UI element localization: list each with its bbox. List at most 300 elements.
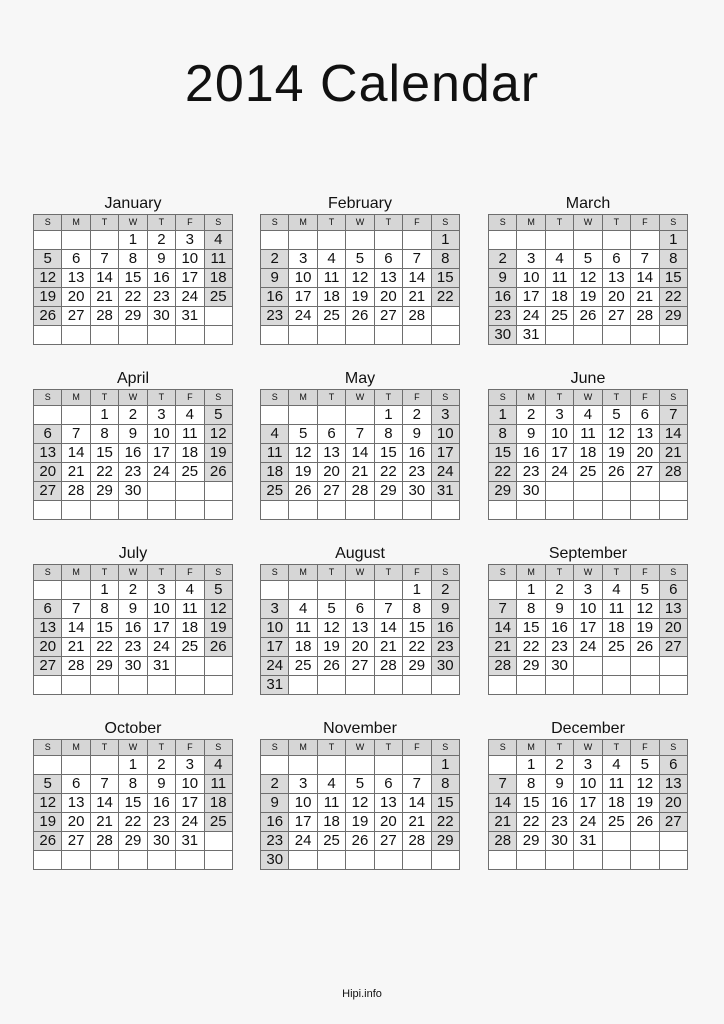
day-cell: 10 xyxy=(545,425,573,444)
day-cell: 28 xyxy=(489,657,517,676)
day-cell: 25 xyxy=(545,307,573,326)
empty-cell xyxy=(403,501,431,520)
day-cell: 11 xyxy=(176,425,204,444)
month-table xyxy=(33,739,233,870)
day-cell: 1 xyxy=(431,756,459,775)
day-cell: 17 xyxy=(147,444,175,463)
week-row xyxy=(34,501,233,520)
day-cell: 22 xyxy=(119,288,147,307)
week-row xyxy=(261,638,460,657)
empty-cell xyxy=(374,231,402,250)
weekday-header-row xyxy=(489,740,688,756)
day-cell: 9 xyxy=(119,425,147,444)
day-cell: 28 xyxy=(62,657,90,676)
day-cell: 26 xyxy=(346,307,374,326)
day-cell: 8 xyxy=(489,425,517,444)
weekday-header: T xyxy=(545,215,573,231)
day-cell: 9 xyxy=(517,425,545,444)
day-cell: 16 xyxy=(517,444,545,463)
day-cell: 13 xyxy=(62,794,90,813)
day-cell: 18 xyxy=(176,619,204,638)
day-cell: 19 xyxy=(204,619,232,638)
day-cell: 12 xyxy=(602,425,630,444)
empty-cell xyxy=(659,501,687,520)
day-cell: 29 xyxy=(489,482,517,501)
empty-cell xyxy=(374,581,402,600)
day-cell: 15 xyxy=(431,269,459,288)
day-cell: 12 xyxy=(34,794,62,813)
day-cell: 4 xyxy=(176,581,204,600)
day-cell: 23 xyxy=(403,463,431,482)
day-cell: 2 xyxy=(261,775,289,794)
month-august xyxy=(260,545,460,695)
month-name: October xyxy=(104,720,162,737)
day-cell: 25 xyxy=(261,482,289,501)
weekday-header: M xyxy=(517,390,545,406)
empty-cell xyxy=(289,851,317,870)
day-cell: 17 xyxy=(176,269,204,288)
weekday-header: T xyxy=(602,740,630,756)
day-cell: 6 xyxy=(659,756,687,775)
month-march xyxy=(488,195,688,345)
day-cell: 16 xyxy=(431,619,459,638)
day-cell: 25 xyxy=(176,638,204,657)
day-cell: 23 xyxy=(261,307,289,326)
weekday-header: S xyxy=(261,565,289,581)
day-cell: 26 xyxy=(631,813,659,832)
day-cell: 27 xyxy=(374,832,402,851)
empty-cell xyxy=(403,676,431,695)
day-cell: 27 xyxy=(62,307,90,326)
empty-cell xyxy=(62,231,90,250)
day-cell: 26 xyxy=(317,657,345,676)
day-cell: 4 xyxy=(317,250,345,269)
weekday-header: S xyxy=(261,390,289,406)
day-cell: 22 xyxy=(431,813,459,832)
day-cell: 8 xyxy=(90,425,118,444)
week-row xyxy=(261,775,460,794)
empty-cell xyxy=(574,326,602,345)
empty-cell xyxy=(119,326,147,345)
month-january xyxy=(33,195,233,345)
empty-cell xyxy=(261,326,289,345)
day-cell: 24 xyxy=(261,657,289,676)
day-cell: 15 xyxy=(431,794,459,813)
weekday-header: W xyxy=(574,215,602,231)
weekday-header: T xyxy=(545,740,573,756)
empty-cell xyxy=(147,326,175,345)
empty-cell xyxy=(317,676,345,695)
day-cell: 9 xyxy=(431,600,459,619)
week-row xyxy=(489,676,688,695)
weekday-header: T xyxy=(147,565,175,581)
day-cell: 10 xyxy=(147,425,175,444)
week-row xyxy=(261,231,460,250)
weekday-header: T xyxy=(90,390,118,406)
weekday-header: T xyxy=(545,565,573,581)
empty-cell xyxy=(631,326,659,345)
day-cell: 14 xyxy=(489,794,517,813)
weekday-header: S xyxy=(204,565,232,581)
week-row xyxy=(34,269,233,288)
day-cell: 20 xyxy=(374,288,402,307)
day-cell: 10 xyxy=(176,250,204,269)
day-cell: 7 xyxy=(659,406,687,425)
day-cell: 17 xyxy=(517,288,545,307)
weekday-header: W xyxy=(574,565,602,581)
week-row xyxy=(34,463,233,482)
day-cell: 10 xyxy=(147,600,175,619)
day-cell: 10 xyxy=(431,425,459,444)
day-cell: 22 xyxy=(517,638,545,657)
empty-cell xyxy=(517,676,545,695)
weekday-header-row xyxy=(34,565,233,581)
day-cell: 1 xyxy=(119,756,147,775)
day-cell: 26 xyxy=(34,832,62,851)
day-cell: 6 xyxy=(659,581,687,600)
day-cell: 8 xyxy=(431,250,459,269)
day-cell: 20 xyxy=(346,638,374,657)
footer-credit: Hipi.info xyxy=(342,988,382,1000)
day-cell: 5 xyxy=(602,406,630,425)
week-row xyxy=(489,657,688,676)
day-cell: 30 xyxy=(119,482,147,501)
empty-cell xyxy=(545,231,573,250)
day-cell: 4 xyxy=(204,756,232,775)
weekday-header: F xyxy=(631,740,659,756)
empty-cell xyxy=(659,326,687,345)
week-row xyxy=(34,581,233,600)
day-cell: 8 xyxy=(119,250,147,269)
empty-cell xyxy=(176,657,204,676)
week-row xyxy=(261,619,460,638)
empty-cell xyxy=(545,501,573,520)
day-cell: 1 xyxy=(659,231,687,250)
week-row xyxy=(489,444,688,463)
day-cell: 16 xyxy=(119,444,147,463)
weekday-header-row xyxy=(261,740,460,756)
day-cell: 16 xyxy=(545,794,573,813)
day-cell: 13 xyxy=(34,619,62,638)
weekday-header: S xyxy=(489,565,517,581)
empty-cell xyxy=(261,501,289,520)
empty-cell xyxy=(517,231,545,250)
week-row xyxy=(489,269,688,288)
day-cell: 12 xyxy=(34,269,62,288)
day-cell: 24 xyxy=(289,307,317,326)
day-cell: 11 xyxy=(261,444,289,463)
day-cell: 21 xyxy=(62,463,90,482)
empty-cell xyxy=(62,326,90,345)
month-table xyxy=(33,214,233,345)
week-row xyxy=(261,425,460,444)
day-cell: 21 xyxy=(659,444,687,463)
day-cell: 22 xyxy=(489,463,517,482)
day-cell: 3 xyxy=(289,775,317,794)
weekday-header-row xyxy=(34,215,233,231)
day-cell: 30 xyxy=(489,326,517,345)
day-cell: 17 xyxy=(261,638,289,657)
day-cell: 13 xyxy=(374,794,402,813)
empty-cell xyxy=(34,501,62,520)
week-row xyxy=(489,832,688,851)
day-cell: 19 xyxy=(631,794,659,813)
week-row xyxy=(34,851,233,870)
day-cell: 7 xyxy=(489,600,517,619)
day-cell: 11 xyxy=(204,775,232,794)
day-cell: 19 xyxy=(631,619,659,638)
day-cell: 14 xyxy=(403,794,431,813)
month-name: September xyxy=(548,545,628,562)
day-cell: 30 xyxy=(517,482,545,501)
weekday-header: W xyxy=(346,740,374,756)
weekday-header-row xyxy=(34,740,233,756)
day-cell: 18 xyxy=(176,444,204,463)
day-cell: 3 xyxy=(545,406,573,425)
empty-cell xyxy=(574,676,602,695)
weekday-header: F xyxy=(631,390,659,406)
day-cell: 6 xyxy=(602,250,630,269)
day-cell: 16 xyxy=(261,288,289,307)
day-cell: 26 xyxy=(346,832,374,851)
weekday-header: S xyxy=(431,740,459,756)
empty-cell xyxy=(403,231,431,250)
day-cell: 5 xyxy=(574,250,602,269)
day-cell: 21 xyxy=(374,638,402,657)
week-row xyxy=(489,851,688,870)
day-cell: 5 xyxy=(346,775,374,794)
day-cell: 20 xyxy=(62,813,90,832)
empty-cell xyxy=(346,231,374,250)
empty-cell xyxy=(62,581,90,600)
weekday-header: S xyxy=(204,215,232,231)
day-cell: 1 xyxy=(90,581,118,600)
day-cell: 10 xyxy=(176,775,204,794)
day-cell: 28 xyxy=(374,657,402,676)
empty-cell xyxy=(346,756,374,775)
empty-cell xyxy=(119,676,147,695)
week-row xyxy=(261,832,460,851)
month-november xyxy=(260,720,460,870)
day-cell: 3 xyxy=(517,250,545,269)
day-cell: 14 xyxy=(489,619,517,638)
empty-cell xyxy=(261,406,289,425)
day-cell: 16 xyxy=(119,619,147,638)
weekday-header: S xyxy=(431,215,459,231)
month-name: February xyxy=(327,195,393,212)
day-cell: 15 xyxy=(517,794,545,813)
weekday-header: W xyxy=(119,390,147,406)
day-cell: 31 xyxy=(574,832,602,851)
day-cell: 5 xyxy=(204,406,232,425)
weekday-header: S xyxy=(659,740,687,756)
day-cell: 7 xyxy=(489,775,517,794)
day-cell: 25 xyxy=(204,288,232,307)
day-cell: 14 xyxy=(659,425,687,444)
day-cell: 21 xyxy=(403,813,431,832)
day-cell: 4 xyxy=(545,250,573,269)
day-cell: 10 xyxy=(574,775,602,794)
day-cell: 24 xyxy=(147,463,175,482)
day-cell: 3 xyxy=(176,756,204,775)
day-cell: 31 xyxy=(176,832,204,851)
day-cell: 15 xyxy=(517,619,545,638)
empty-cell xyxy=(346,676,374,695)
day-cell: 12 xyxy=(289,444,317,463)
empty-cell xyxy=(62,851,90,870)
week-row xyxy=(34,832,233,851)
day-cell: 20 xyxy=(631,444,659,463)
day-cell: 28 xyxy=(62,482,90,501)
month-table xyxy=(260,564,460,695)
day-cell: 19 xyxy=(34,288,62,307)
day-cell: 9 xyxy=(119,600,147,619)
week-row xyxy=(489,307,688,326)
empty-cell xyxy=(602,832,630,851)
day-cell: 1 xyxy=(517,581,545,600)
day-cell: 16 xyxy=(147,269,175,288)
day-cell: 18 xyxy=(602,619,630,638)
empty-cell xyxy=(431,501,459,520)
day-cell: 13 xyxy=(374,269,402,288)
empty-cell xyxy=(346,406,374,425)
empty-cell xyxy=(631,231,659,250)
day-cell: 4 xyxy=(204,231,232,250)
day-cell: 7 xyxy=(346,425,374,444)
empty-cell xyxy=(574,482,602,501)
day-cell: 16 xyxy=(147,794,175,813)
day-cell: 29 xyxy=(431,832,459,851)
empty-cell xyxy=(261,756,289,775)
day-cell: 23 xyxy=(119,463,147,482)
day-cell: 6 xyxy=(34,425,62,444)
day-cell: 27 xyxy=(374,307,402,326)
day-cell: 20 xyxy=(34,463,62,482)
weekday-header: F xyxy=(176,740,204,756)
empty-cell xyxy=(34,851,62,870)
empty-cell xyxy=(602,231,630,250)
empty-cell xyxy=(204,307,232,326)
month-table xyxy=(488,214,688,345)
day-cell: 13 xyxy=(631,425,659,444)
empty-cell xyxy=(176,501,204,520)
weekday-header: W xyxy=(574,740,602,756)
empty-cell xyxy=(176,851,204,870)
day-cell: 19 xyxy=(317,638,345,657)
weekday-header: F xyxy=(403,565,431,581)
week-row xyxy=(34,600,233,619)
day-cell: 3 xyxy=(147,406,175,425)
weekday-header: S xyxy=(261,215,289,231)
day-cell: 2 xyxy=(545,581,573,600)
day-cell: 20 xyxy=(659,619,687,638)
day-cell: 12 xyxy=(574,269,602,288)
empty-cell xyxy=(374,676,402,695)
empty-cell xyxy=(204,501,232,520)
day-cell: 21 xyxy=(90,288,118,307)
month-table xyxy=(488,389,688,520)
week-row xyxy=(34,619,233,638)
empty-cell xyxy=(147,482,175,501)
empty-cell xyxy=(489,581,517,600)
week-row xyxy=(261,581,460,600)
month-table xyxy=(488,739,688,870)
day-cell: 13 xyxy=(62,269,90,288)
day-cell: 6 xyxy=(374,775,402,794)
empty-cell xyxy=(403,326,431,345)
day-cell: 22 xyxy=(90,638,118,657)
day-cell: 20 xyxy=(317,463,345,482)
week-row xyxy=(34,756,233,775)
empty-cell xyxy=(574,501,602,520)
day-cell: 28 xyxy=(403,307,431,326)
day-cell: 7 xyxy=(90,250,118,269)
day-cell: 2 xyxy=(119,406,147,425)
empty-cell xyxy=(62,501,90,520)
day-cell: 30 xyxy=(403,482,431,501)
empty-cell xyxy=(631,657,659,676)
month-table xyxy=(260,739,460,870)
weekday-header: M xyxy=(289,740,317,756)
empty-cell xyxy=(403,756,431,775)
empty-cell xyxy=(517,851,545,870)
day-cell: 16 xyxy=(545,619,573,638)
empty-cell xyxy=(289,326,317,345)
empty-cell xyxy=(204,851,232,870)
empty-cell xyxy=(317,406,345,425)
empty-cell xyxy=(602,482,630,501)
empty-cell xyxy=(289,501,317,520)
empty-cell xyxy=(289,231,317,250)
weekday-header: M xyxy=(289,390,317,406)
week-row xyxy=(34,657,233,676)
empty-cell xyxy=(289,756,317,775)
weekday-header: T xyxy=(317,565,345,581)
week-row xyxy=(34,482,233,501)
empty-cell xyxy=(34,406,62,425)
month-name: August xyxy=(335,545,385,562)
month-table xyxy=(260,214,460,345)
week-row xyxy=(34,638,233,657)
weekday-header: M xyxy=(62,565,90,581)
week-row xyxy=(34,775,233,794)
empty-cell xyxy=(489,231,517,250)
day-cell: 14 xyxy=(62,619,90,638)
week-row xyxy=(261,326,460,345)
day-cell: 3 xyxy=(261,600,289,619)
week-row xyxy=(261,406,460,425)
day-cell: 1 xyxy=(119,231,147,250)
day-cell: 6 xyxy=(317,425,345,444)
empty-cell xyxy=(176,326,204,345)
empty-cell xyxy=(147,676,175,695)
day-cell: 16 xyxy=(489,288,517,307)
day-cell: 18 xyxy=(204,269,232,288)
weekday-header: S xyxy=(34,565,62,581)
empty-cell xyxy=(545,851,573,870)
day-cell: 25 xyxy=(204,813,232,832)
weekday-header: T xyxy=(90,740,118,756)
day-cell: 6 xyxy=(62,250,90,269)
day-cell: 17 xyxy=(574,619,602,638)
day-cell: 3 xyxy=(147,581,175,600)
day-cell: 13 xyxy=(346,619,374,638)
day-cell: 30 xyxy=(147,307,175,326)
day-cell: 12 xyxy=(204,425,232,444)
weekday-header: S xyxy=(489,740,517,756)
day-cell: 30 xyxy=(147,832,175,851)
day-cell: 28 xyxy=(346,482,374,501)
